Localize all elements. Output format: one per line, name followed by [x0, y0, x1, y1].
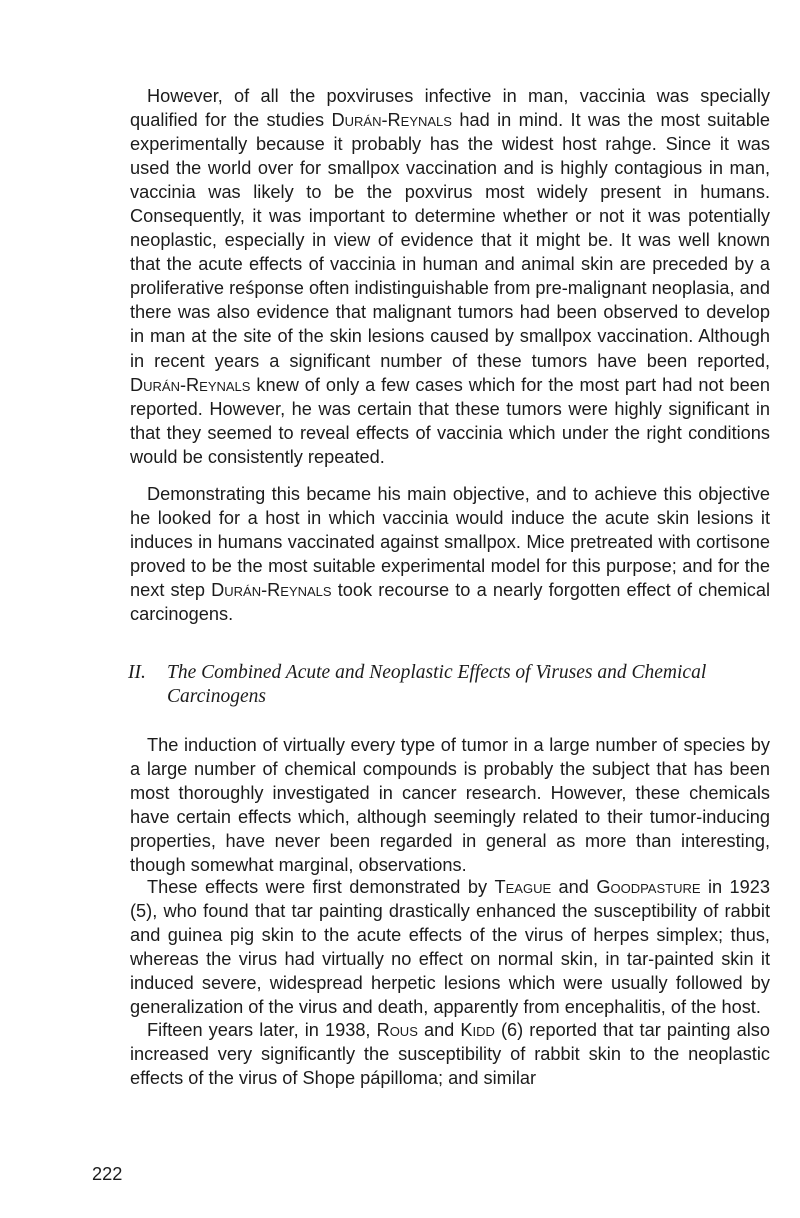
text-run: took recourse to a nearly forgotten effect of chemical carcinogens.: [130, 580, 770, 625]
section-number: II.: [128, 662, 146, 683]
section-heading: [130, 661, 770, 709]
text-run: The induction of virtually every type of tumor in a large number of species by a large number of chemical compounds is probably the subject that has been most thoroughly investigated in cancer research. However, these chemicals have certain effects which, although seemingly related to their tumor-inducing properties, have never been regarded in general as more than interesting, though somewhat marginal, observations.: [130, 735, 770, 876]
author-name: Rous: [376, 1020, 418, 1040]
author-name: Durán-Reynals: [331, 110, 452, 131]
section-title: The Combined Acute and Neoplastic Effects of Viruses and Chemical Carcinogens: [167, 662, 707, 707]
paragraph-vaccinia: [130, 84, 770, 469]
author-name: Goodpasture: [596, 877, 701, 897]
text-run: (6) reported that tar painting also increased very significantly the susceptibility of rabbit skin to the neoplastic effects of the virus of Shope pápilloma; and similar: [130, 1020, 770, 1089]
text-run: However, of all the poxviruses infective in man, vaccinia was specially qualified for the studies: [130, 86, 770, 131]
paragraph-induction: [130, 733, 770, 877]
text-run: and: [551, 877, 597, 897]
text-run: had in mind. It was the most suitable experimentally because it probably has the widest host rahge. Since it was used the world over for smallpox vaccination and is highly contagious in man, vaccinia was likely to be the poxvirus most widely present in humans. Consequently, it was important to determine whether or not it was potentially neoplastic, especially in view of evidence that it might be. It was well known that the acute effects of vaccinia in human and animal skin are preceded by a proliferative reśponse often indistinguishable from pre-malignant neoplasia, and there was also evidence that malignant tumors had been observed to develop in man at the site of the skin lesions caused by smallpox vaccination. Although in recent years a significant number of these tumors have been reported,: [130, 110, 770, 371]
author-name: Durán-Reynals: [130, 374, 251, 395]
author-name: Kidd: [460, 1020, 495, 1040]
text-run: and: [417, 1020, 461, 1040]
text-run: Fifteen years later, in 1938,: [147, 1020, 377, 1040]
text-run: Demonstrating this became his main objective, and to achieve this objective he looked for a host in which vaccinia would induce the acute skin lesions it induces in humans vaccinated against smallpox. Mice pretreated with cortisone proved to be the most suitable experimental model for this purpose; and for the next step: [130, 484, 770, 601]
text-run: knew of only a few cases which for the most part had not been reported. However, he was certain that these tumors were highly significant in that they seemed to reveal effects of vaccinia which under the right conditions would be consistently repeated.: [130, 374, 770, 467]
author-name: Teague: [494, 877, 552, 897]
paragraph-teague: [130, 875, 770, 1019]
page-number: 222: [92, 1164, 123, 1184]
text-run: These effects were first demonstrated by: [147, 877, 495, 897]
text-run: in 1923 (5), who found that tar painting drastically enhanced the susceptibility of rabbit and guinea pig skin to the acute effects of the virus of herpes simplex; thus, whereas the virus had virtually no effect on normal skin, in tar-painted skin it induced severe, widespread herpetic lesions which were usually followed by generalization of the virus and death, apparently from encephalitis, of the host.: [130, 877, 770, 1018]
paragraph-rous: [130, 1018, 770, 1090]
paragraph-objective: [130, 482, 770, 626]
author-name: Durán-Reynals: [211, 580, 332, 601]
